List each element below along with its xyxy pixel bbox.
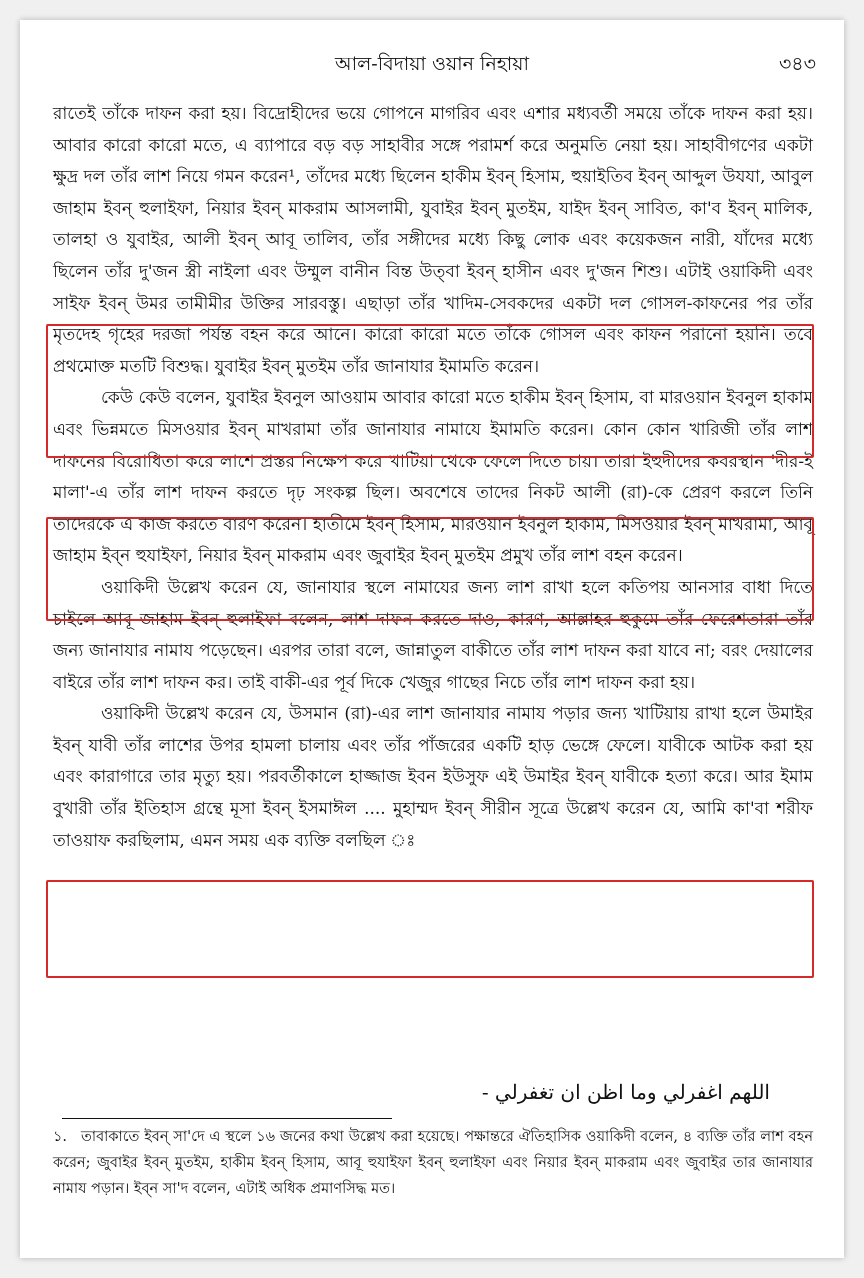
highlight-box: [46, 517, 814, 621]
paragraph-4: ওয়াকিদী উল্লেখ করেন যে, উসমান (রা)-এর লাশ জানাযার নামায পড়ার জন্য খাটিয়ায় রাখা হলে উমাইর ইবন্ যাবী তাঁর লাশের উপর হামলা চালায় এবং তাঁর পাঁজরের একটি হাড় ভেঙ্গে ফেলে। যাবীকে আটক করা হয় এবং কারাগারে তার মৃত্যু হয়। পরবর্তীকালে হাজ্জাজ ইবন ইউসুফ এই উমাইর ইবন্ যাবীকে হত্যা করে। আর ইমাম বুখারী তাঁর ইতিহাস গ্রন্থে মূসা ইবন্ ইসমাঈল .... মুহাম্মদ ইবন্ সীরীন সূত্রে উল্লেখ করেন যে, আমি কা'বা শরীফ তাওয়াফ করছিলাম, এমন সময় এক ব্যক্তি বলছিল ঃ: [53, 704, 813, 851]
page-header: [20, 50, 844, 80]
book-page: [20, 20, 844, 1258]
paragraph-3: ওয়াকিদী উল্লেখ করেন যে, জানাযার স্থলে নামাযের জন্য লাশ রাখা হলে কতিপয় আনসার বাধা দিতে চাইলে আবূ জাহাম ইবন্ হুলাইফা বলেন, লাশ দাফন করতে দাও, কারণ, আল্লাহর হুকুমে তাঁর ফেরেশতারা তাঁর জন্য জানাযার নামায পড়েছেন। এরপর তারা বলে, জান্নাতুল বাকীতে তাঁর লাশ দাফন করা যাবে না; বরং দেয়ালের বাইরে তাঁর লাশ দাফন কর। তাই বাকী-এর পূর্ব দিকে খেজুর গাছের নিচে তাঁর লাশ দাফন করা হয়।: [53, 577, 813, 693]
footnote-text: তাবাকাতে ইবন্ সা'দে এ স্থলে ১৬ জনের কথা উল্লেখ করা হয়েছে। পক্ষান্তরে ঐতিহাসিক ওয়াকিদী বলেন, ৪ ব্যক্তি তাঁর লাশ বহন করেন; জুবাইর ইবন্ মুতইম, হাকীম ইবন্ হিসাম, আবূ হুযাইফা ইবন্ হুলাইফা এবং নিয়ার ইবন্ মাকরাম এবং জুবাইর তার জানাযার নামায পড়ান। ইব্‌ন সা'দ বলেন, এটাই অধিক প্রমাণসিদ্ধ মত।: [53, 1129, 813, 1197]
arabic-quote: اللهم اغفرلي وما اظن ان تغفرلي -: [481, 1080, 770, 1104]
footnote-divider: [62, 1118, 392, 1119]
running-title: আল-বিদায়া ওয়ান নিহায়া: [334, 53, 530, 75]
page-number: ৩৪৩: [778, 53, 816, 75]
footnote: [53, 1124, 813, 1202]
footnote-number: ১.: [53, 1129, 68, 1145]
highlight-box: [46, 880, 814, 978]
paragraph-1: রাতেই তাঁকে দাফন করা হয়। বিদ্রোহীদের ভয়ে গোপনে মাগরিব এবং এশার মধ্যবর্তী সময়ে তাঁকে দাফন করা হয়। আবার কারো কারো মতে, এ ব্যাপারে বড় বড় সাহাবীর সঙ্গে পরামর্শ করে অনুমতি নেয়া হয়। সাহাবীগণের একটা ক্ষুদ্র দল তাঁর লাশ নিয়ে গমন করেন¹, তাঁদের মধ্যে ছিলেন হাকীম ইবন্ হিসাম, হুয়াইতিব ইবন্ আব্দুল উযযা, আবুল জাহাম ইবন্ হুলাইফা, নিয়ার ইবন্ মাকরাম আসলামী, যুবাইর ইবন্ মুতইম, যাইদ ইবন্ সাবিত, কা'ব ইবন্ মালিক, তালহা ও যুবাইর, আলী ইবন্ আবূ তালিব, তাঁর সঙ্গীদের মধ্যে কিছু লোক এবং কয়েকজন নারী, যাঁদের মধ্যে ছিলেন তাঁর দু'জন স্ত্রী নাইলা এবং উম্মুল বানীন বিন্ত উত্‌বা ইবন্ হাসীন এবং দু'জন শিশু। এটাই ওয়াকিদী এবং সাইফ ইবন্ উমর তামীমীর উক্তির সারবস্তু। এছাড়া তাঁর খাদিম-সেবকদের একটা দল গোসল-কাফনের পর তাঁর মৃতদেহ গৃহের দরজা পর্যন্ত বহন করে আনে। কারো কারো মতে তাঁকে গোসল এবং কাফন পরানো হয়নি। তবে প্রথমোক্ত মতটি বিশুদ্ধ। যুবাইর ইবন্ মুতইম তাঁর জানাযার ইমামতি করেন।: [53, 104, 813, 377]
paragraph-2: কেউ কেউ বলেন, যুবাইর ইবনুল আওয়াম আবার কারো মতে হাকীম ইবন্ হিসাম, বা মারওয়ান ইবনুল হাকাম এবং ভিন্নমতে মিসওয়ার ইবন্ মাখরামা তাঁর জানাযার নামাযে ইমামতি করেন। কোন কোন খারিজী তাঁর লাশ দাফনের বিরোধিতা করে লাশে প্রস্তর নিক্ষেপ করে খাটিয়া থেকে ফেলে দিতে চায়। তারা ইহুদীদের কবরস্থান 'দীর-ই মালা'-এ তাঁর লাশ দাফন করতে দৃঢ় সংকল্প ছিল। অবশেষে তাদের নিকট আলী (রা)-কে প্রেরণ করলে তিনি তাদেরকে এ কাজ করতে বারণ করেন। হাতীমে ইবন্ হিসাম, মারওয়ান ইবনুল হাকাম, মিসওয়ার ইবন্ মাখরামা, আবূ জাহাম ইব্‌ন হুযাইফা, নিয়ার ইবন্ মাকরাম এবং জুবাইর ইবন্ মুতইম প্রমুখ তাঁর লাশ বহন করেন।: [53, 388, 813, 567]
highlight-box: [46, 324, 814, 458]
main-text: [53, 99, 813, 857]
